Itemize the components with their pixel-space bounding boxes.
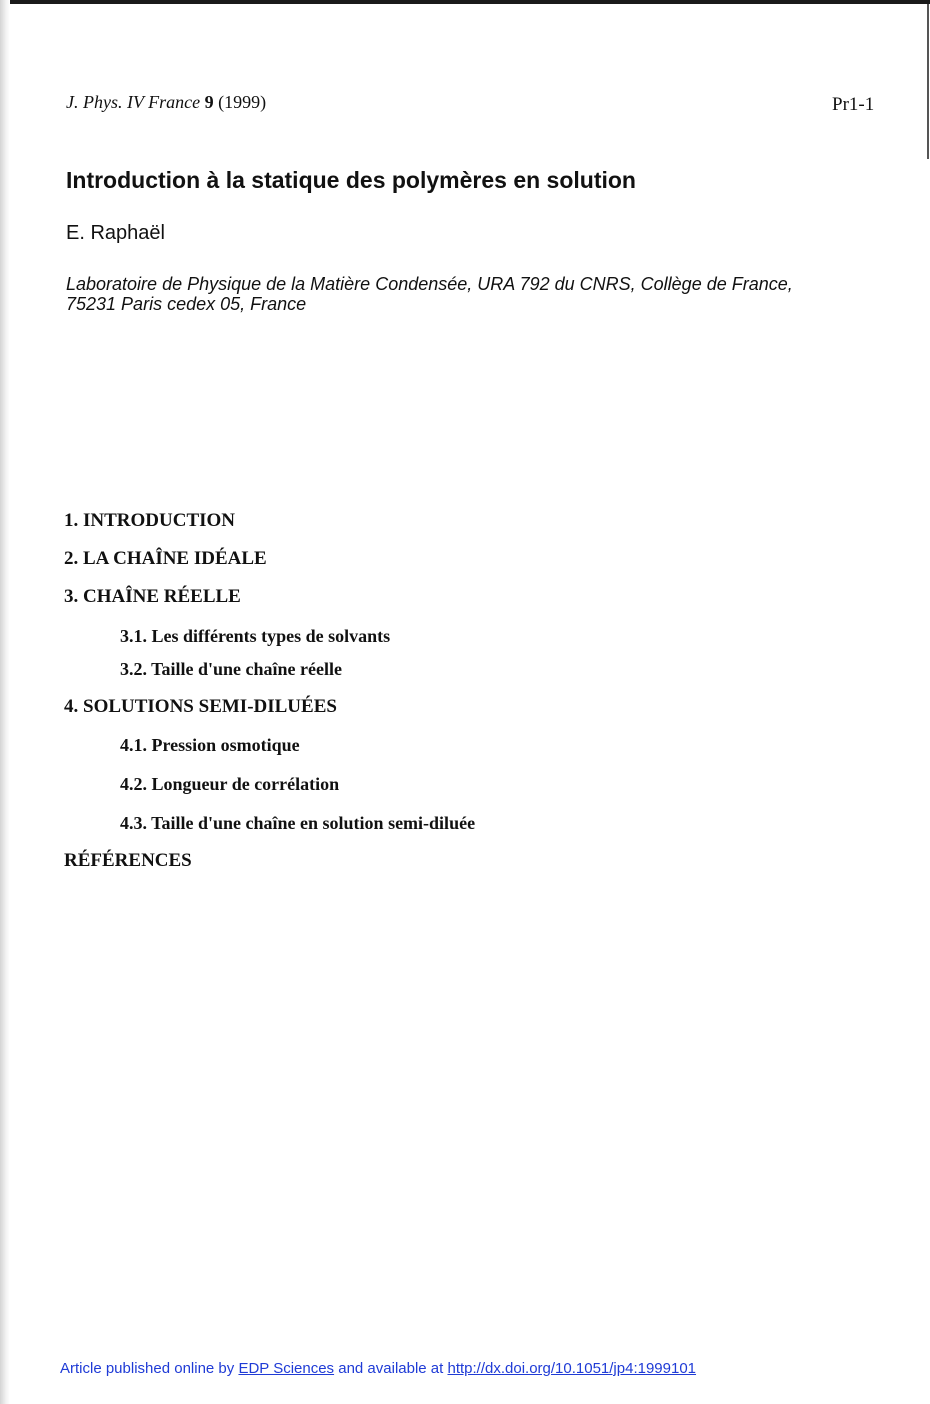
affiliation-line-1: Laboratoire de Physique de la Matière Condensée, URA 792 du CNRS, Collège de France, (66, 274, 793, 294)
page-number: Pr1-1 (832, 94, 875, 115)
paper-title: Introduction à la statique des polymères en solution (66, 167, 636, 193)
toc-subentry: 4.1. Pression osmotique (120, 735, 300, 755)
publisher-link[interactable]: EDP Sciences (238, 1360, 335, 1377)
journal-name: J. Phys. IV France (66, 92, 201, 112)
affiliation-line-2: 75231 Paris cedex 05, France (66, 294, 307, 314)
toc-subentry: 4.2. Longueur de corrélation (120, 774, 340, 794)
top-border (0, 0, 930, 4)
toc-subentry: 3.1. Les différents types de solvants (120, 626, 391, 646)
journal-citation (66, 92, 266, 113)
affiliation (66, 274, 866, 314)
doi-link[interactable]: http://dx.doi.org/10.1051/jp4:1999101 (447, 1360, 697, 1377)
footer-prefix: Article published online by (60, 1360, 239, 1377)
publication-footer (60, 1360, 696, 1377)
toc-entry: 4. SOLUTIONS SEMI-DILUÉES (64, 696, 337, 717)
author: E. Raphaël (66, 222, 165, 244)
journal-year: (1999) (218, 92, 267, 112)
footer-middle: and available at (334, 1360, 448, 1377)
toc-entry: 1. INTRODUCTION (64, 510, 236, 531)
toc-entry: 3. CHAÎNE RÉELLE (64, 586, 241, 607)
toc-subentry: 3.2. Taille d'une chaîne réelle (120, 659, 343, 679)
right-border (927, 4, 929, 159)
scan-edge-shadow (0, 0, 10, 1404)
toc-entry: RÉFÉRENCES (64, 850, 192, 871)
journal-volume: 9 (204, 92, 214, 112)
toc-subentry: 4.3. Taille d'une chaîne en solution semi-diluée (120, 813, 476, 833)
toc-entry: 2. LA CHAÎNE IDÉALE (64, 548, 267, 569)
